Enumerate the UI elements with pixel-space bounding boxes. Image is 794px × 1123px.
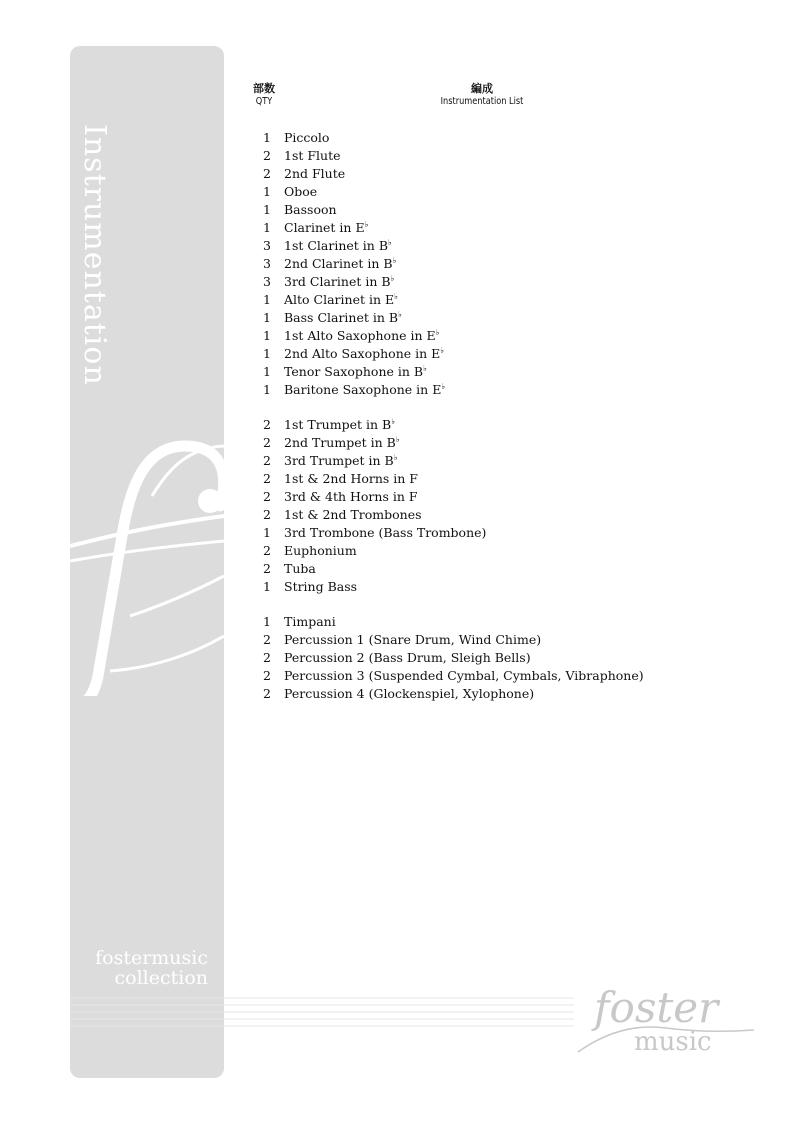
instrument-name — [284, 184, 317, 199]
instrument-qty: 3 — [263, 255, 271, 271]
instrument-row — [250, 164, 644, 182]
instrument-row — [250, 272, 644, 290]
instrument-qty: 2 — [263, 667, 271, 683]
instrument-qty: 1 — [263, 291, 271, 307]
instrument-qty: 2 — [263, 649, 271, 665]
instrument-name-text: Percussion 2 (Bass Drum, Sleigh Bells) — [284, 649, 531, 665]
instrument-name-text: 2nd Flute — [284, 165, 346, 181]
instrument-name — [284, 471, 418, 486]
instrument-qty: 1 — [263, 201, 271, 217]
instrument-name — [284, 310, 402, 325]
instrument-row — [250, 433, 644, 451]
instrument-name-text: 2nd Alto Saxophone in E — [284, 345, 441, 361]
qty-header-cjk: 部数 — [253, 82, 275, 95]
instrument-row — [250, 290, 644, 308]
instrument-qty: 1 — [263, 578, 271, 594]
instrument-qty: 2 — [263, 631, 271, 647]
flat-sign: ♭ — [423, 363, 427, 373]
instrument-name-text: 3rd Clarinet in B — [284, 273, 391, 289]
qty-header-en: QTY — [255, 96, 273, 107]
instrument-qty: 1 — [263, 613, 271, 629]
instrument-name-text: 1st Alto Saxophone in E — [284, 327, 436, 343]
instrument-qty: 1 — [263, 345, 271, 361]
sidebar-brand-line1: fostermusic — [95, 947, 208, 969]
instrument-qty: 1 — [263, 381, 271, 397]
flat-sign: ♭ — [395, 434, 400, 444]
instrument-row — [250, 200, 644, 218]
instrument-qty: 1 — [263, 524, 271, 540]
instrument-qty: 3 — [263, 237, 271, 253]
instrumentation-list — [250, 128, 644, 719]
instrument-row — [250, 380, 644, 398]
instrument-name — [284, 453, 398, 468]
instrument-name-text: Tenor Saxophone in B — [284, 363, 424, 379]
instrument-name-text: Timpani — [284, 613, 336, 629]
instrument-row — [250, 469, 644, 487]
flat-sign: ♭ — [392, 255, 397, 265]
instrument-name-text: 1st & 2nd Horns in F — [284, 470, 418, 486]
instrument-qty: 1 — [263, 309, 271, 325]
instrument-row — [250, 505, 644, 523]
logo-line2: music — [634, 1027, 712, 1057]
instrument-name-text: 1st & 2nd Trombones — [284, 506, 422, 522]
instrument-name — [284, 202, 337, 217]
instrument-name — [284, 417, 395, 432]
instrument-name — [284, 614, 336, 629]
instrument-row — [250, 666, 644, 684]
instrument-row — [250, 612, 644, 630]
instrument-group — [250, 128, 644, 398]
instrument-qty: 2 — [263, 506, 271, 522]
instrumentation-header-cjk: 編成 — [471, 82, 493, 95]
instrument-name — [284, 507, 422, 522]
instrument-name-text: Percussion 3 (Suspended Cymbal, Cymbals, Vibraphone) — [284, 667, 644, 683]
instrumentation-column-header — [420, 82, 544, 108]
instrumentation-header-en: Instrumentation List — [440, 96, 524, 107]
instrument-name — [284, 346, 444, 361]
instrument-name-text: 3rd Trombone (Bass Trombone) — [284, 524, 487, 540]
instrument-name — [284, 579, 357, 594]
instrument-name-text: String Bass — [284, 578, 358, 594]
instrument-name — [284, 220, 368, 235]
flat-sign: ♭ — [398, 309, 402, 319]
instrument-qty: 2 — [263, 685, 271, 701]
instrument-row — [250, 451, 644, 469]
instrument-name-text: Percussion 1 (Snare Drum, Wind Chime) — [284, 631, 542, 647]
instrument-qty: 2 — [263, 542, 271, 558]
instrument-row — [250, 254, 644, 272]
instrument-group — [250, 612, 644, 702]
instrument-row — [250, 648, 644, 666]
instrument-group — [250, 415, 644, 595]
treble-f-emblem-icon — [70, 376, 224, 696]
instrument-name — [284, 148, 341, 163]
instrument-row — [250, 577, 644, 595]
instrument-qty: 2 — [263, 452, 271, 468]
instrument-name — [284, 435, 400, 450]
instrument-name-text: Bassoon — [284, 201, 337, 217]
instrument-name — [284, 328, 439, 343]
instrument-qty: 1 — [263, 183, 271, 199]
instrument-name-text: 2nd Trumpet in B — [284, 434, 396, 450]
instrument-name-text: 1st Trumpet in B — [284, 416, 392, 432]
instrument-row — [250, 362, 644, 380]
instrument-name-text: Piccolo — [284, 129, 330, 145]
flat-sign: ♭ — [441, 381, 446, 391]
instrument-qty: 2 — [263, 165, 271, 181]
instrument-row — [250, 182, 644, 200]
instrument-name — [284, 130, 329, 145]
instrument-name — [284, 364, 427, 379]
instrument-name — [284, 489, 418, 504]
sidebar-brand-line2: collection — [114, 967, 208, 989]
instrument-row — [250, 308, 644, 326]
instrument-qty: 2 — [263, 488, 271, 504]
flat-sign: ♭ — [390, 273, 395, 283]
instrument-name-text: 1st Flute — [284, 147, 341, 163]
instrument-name — [284, 525, 486, 540]
instrument-row — [250, 630, 644, 648]
instrument-name-text: Alto Clarinet in E — [284, 291, 395, 307]
instrument-name — [284, 292, 398, 307]
foster-music-logo — [576, 982, 756, 1058]
flat-sign: ♭ — [393, 452, 398, 462]
instrument-name — [284, 668, 644, 683]
flat-sign: ♭ — [364, 219, 369, 229]
instrument-row — [250, 344, 644, 362]
instrument-qty: 2 — [263, 560, 271, 576]
instrument-name — [284, 650, 531, 665]
instrument-name-text: 2nd Clarinet in B — [284, 255, 393, 271]
instrument-qty: 3 — [263, 273, 271, 289]
instrument-row — [250, 523, 644, 541]
instrument-qty: 2 — [263, 434, 271, 450]
flat-sign: ♭ — [435, 327, 440, 337]
flat-sign: ♭ — [388, 237, 392, 247]
instrument-qty: 1 — [263, 129, 271, 145]
qty-column-header — [248, 82, 280, 108]
instrument-name — [284, 256, 396, 271]
instrument-row — [250, 487, 644, 505]
instrument-row — [250, 128, 644, 146]
instrument-qty: 1 — [263, 327, 271, 343]
instrument-name-text: Bass Clarinet in B — [284, 309, 399, 325]
instrument-name-text: Euphonium — [284, 542, 357, 558]
instrument-name — [284, 274, 394, 289]
instrument-name — [284, 632, 541, 647]
instrument-name-text: 1st Clarinet in B — [284, 237, 389, 253]
instrument-name — [284, 543, 357, 558]
sidebar-panel — [70, 46, 224, 1078]
logo-line1: foster — [594, 983, 719, 1032]
flat-sign: ♭ — [394, 291, 398, 301]
instrument-name — [284, 382, 445, 397]
sidebar-vertical-title: Instrumentation — [77, 124, 112, 386]
instrument-name-text: Oboe — [284, 183, 318, 199]
instrument-name-text: 3rd & 4th Horns in F — [284, 488, 418, 504]
instrument-name-text: Baritone Saxophone in E — [284, 381, 442, 397]
instrument-row — [250, 415, 644, 433]
instrument-name-text: Percussion 4 (Glockenspiel, Xylophone) — [284, 685, 535, 701]
instrument-name — [284, 238, 392, 253]
flat-sign: ♭ — [391, 416, 395, 426]
instrument-row — [250, 541, 644, 559]
sidebar-brand — [95, 948, 208, 988]
instrument-name-text: 3rd Trumpet in B — [284, 452, 394, 468]
instrument-row — [250, 559, 644, 577]
flat-sign: ♭ — [440, 345, 445, 355]
staff-lines-divider — [70, 996, 574, 1030]
instrument-name — [284, 561, 316, 576]
instrument-name — [284, 166, 345, 181]
instrument-qty: 2 — [263, 470, 271, 486]
instrument-qty: 2 — [263, 416, 271, 432]
instrument-row — [250, 326, 644, 344]
instrument-row — [250, 236, 644, 254]
instrument-qty: 2 — [263, 147, 271, 163]
instrument-row — [250, 684, 644, 702]
instrument-row — [250, 146, 644, 164]
instrument-qty: 1 — [263, 363, 271, 379]
instrument-name-text: Clarinet in E — [284, 219, 365, 235]
instrument-name — [284, 686, 534, 701]
instrument-row — [250, 218, 644, 236]
instrument-qty: 1 — [263, 219, 271, 235]
instrument-name-text: Tuba — [284, 560, 316, 576]
